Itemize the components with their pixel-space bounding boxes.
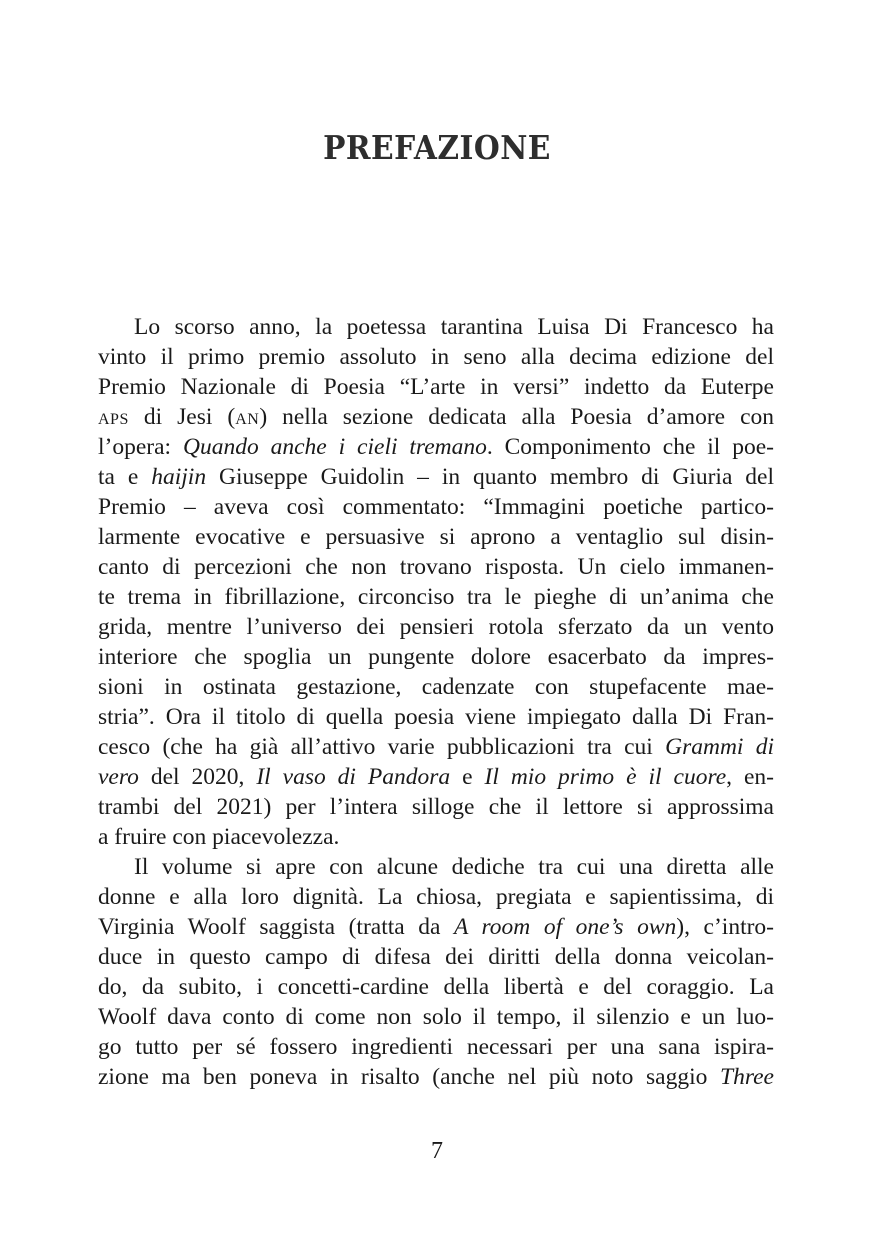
text-line (98, 462, 774, 492)
italic-text: Three (720, 1064, 774, 1090)
text-segment: interiore che spoglia un pungente dolore esacerbato da impres- (98, 644, 774, 670)
text-segment: e (450, 764, 485, 790)
text-line (98, 762, 774, 792)
text-segment: vinto il primo premio assoluto in seno alla decima edizione del (98, 344, 774, 370)
text-line (98, 822, 774, 852)
text-segment: del 2020, (138, 764, 257, 790)
page-number: 7 (431, 1138, 443, 1164)
text-line (98, 672, 774, 702)
text-line (98, 942, 774, 972)
text-line (98, 432, 774, 462)
text-line (98, 702, 774, 732)
small-caps-text: aps (98, 404, 129, 430)
text-segment: a fruire con piacevolezza. (98, 824, 340, 850)
text-segment: , en- (726, 764, 774, 790)
text-segment: l’opera: (98, 434, 183, 460)
text-line (98, 792, 774, 822)
text-segment: do, da subito, i concetti-cardine della libertà e del coraggio. La (98, 974, 774, 1000)
text-segment: zione ma ben poneva in risalto (anche nel più noto saggio (98, 1064, 721, 1090)
text-segment: stria”. Ora il titolo di quella poesia viene impiegato dalla Di Fran- (98, 704, 774, 730)
italic-text: Il mio primo è il cuore (484, 764, 727, 790)
text-segment: Giuseppe Guidolin – in quanto membro di Giuria del (206, 464, 775, 490)
text-segment: go tutto per sé fossero ingredienti necessari per una sana ispira- (98, 1034, 774, 1060)
text-line (98, 342, 774, 372)
text-line (98, 312, 774, 342)
text-segment: duce in questo campo di difesa dei diritti della donna veicolan- (98, 944, 774, 970)
text-segment: ) nella sezione dedicata alla Poesia d’amore con (259, 404, 774, 430)
text-segment: Il volume si apre con alcune dediche tra cui una diretta alle (134, 854, 774, 880)
text-segment: grida, mentre l’universo dei pensieri rotola sferzato da un vento (98, 614, 774, 640)
text-line (98, 1032, 774, 1062)
text-line (98, 492, 774, 522)
text-segment: canto di percezioni che non trovano risposta. Un cielo immanen- (98, 554, 774, 580)
text-line (98, 852, 774, 882)
text-segment: Premio Nazionale di Poesia “L’arte in versi” indetto da Euterpe (98, 374, 774, 400)
text-line (98, 552, 774, 582)
text-segment: ta e (98, 464, 152, 490)
small-caps-text: an (235, 404, 260, 430)
italic-text: Il vaso di Pandora (256, 764, 451, 790)
text-line (98, 912, 774, 942)
text-line (98, 1002, 774, 1032)
text-segment: Virginia Woolf saggista (tratta da (98, 914, 455, 940)
text-segment: Woolf dava conto di come non solo il tempo, il silenzio e un luo- (98, 1004, 774, 1030)
text-segment: sioni in ostinata gestazione, cadenzate con stupefacente mae- (98, 674, 774, 700)
preface-body (98, 312, 774, 1092)
text-line (98, 402, 774, 432)
italic-text: haijin (151, 464, 207, 490)
italic-text: Quando anche i cieli tremano (182, 434, 487, 460)
text-segment: larmente evocative e persuasive si aprono a ventaglio sul disin- (98, 524, 774, 550)
text-segment: te trema in fibrillazione, circonciso tra le pieghe di un’anima che (98, 584, 774, 610)
text-segment: donne e alla loro dignità. La chiosa, pregiata e sapientissima, di (98, 884, 774, 910)
text-line (98, 582, 774, 612)
italic-text: vero (98, 764, 139, 790)
text-line (98, 642, 774, 672)
text-line (98, 972, 774, 1002)
text-line (98, 732, 774, 762)
page-title: PREFAZIONE (323, 128, 551, 167)
text-segment: Lo scorso anno, la poetessa tarantina Luisa Di Francesco ha (134, 314, 774, 340)
italic-text: Grammi di (665, 734, 774, 760)
text-segment: . Componimento che il poe- (486, 434, 774, 460)
text-segment: di Jesi ( (128, 404, 236, 430)
text-segment: ), c’intro- (676, 914, 774, 940)
text-segment: cesco (che ha già all’attivo varie pubblicazioni tra cui (98, 734, 666, 760)
text-line (98, 1062, 774, 1092)
text-segment: Premio – aveva così commentato: “Immagini poetiche partico- (98, 494, 774, 520)
text-line (98, 882, 774, 912)
italic-text: A room of one’s own (454, 914, 677, 940)
text-line (98, 612, 774, 642)
text-segment: trambi del 2021) per l’intera silloge che il lettore si approssima (98, 794, 774, 820)
text-line (98, 372, 774, 402)
text-line (98, 522, 774, 552)
